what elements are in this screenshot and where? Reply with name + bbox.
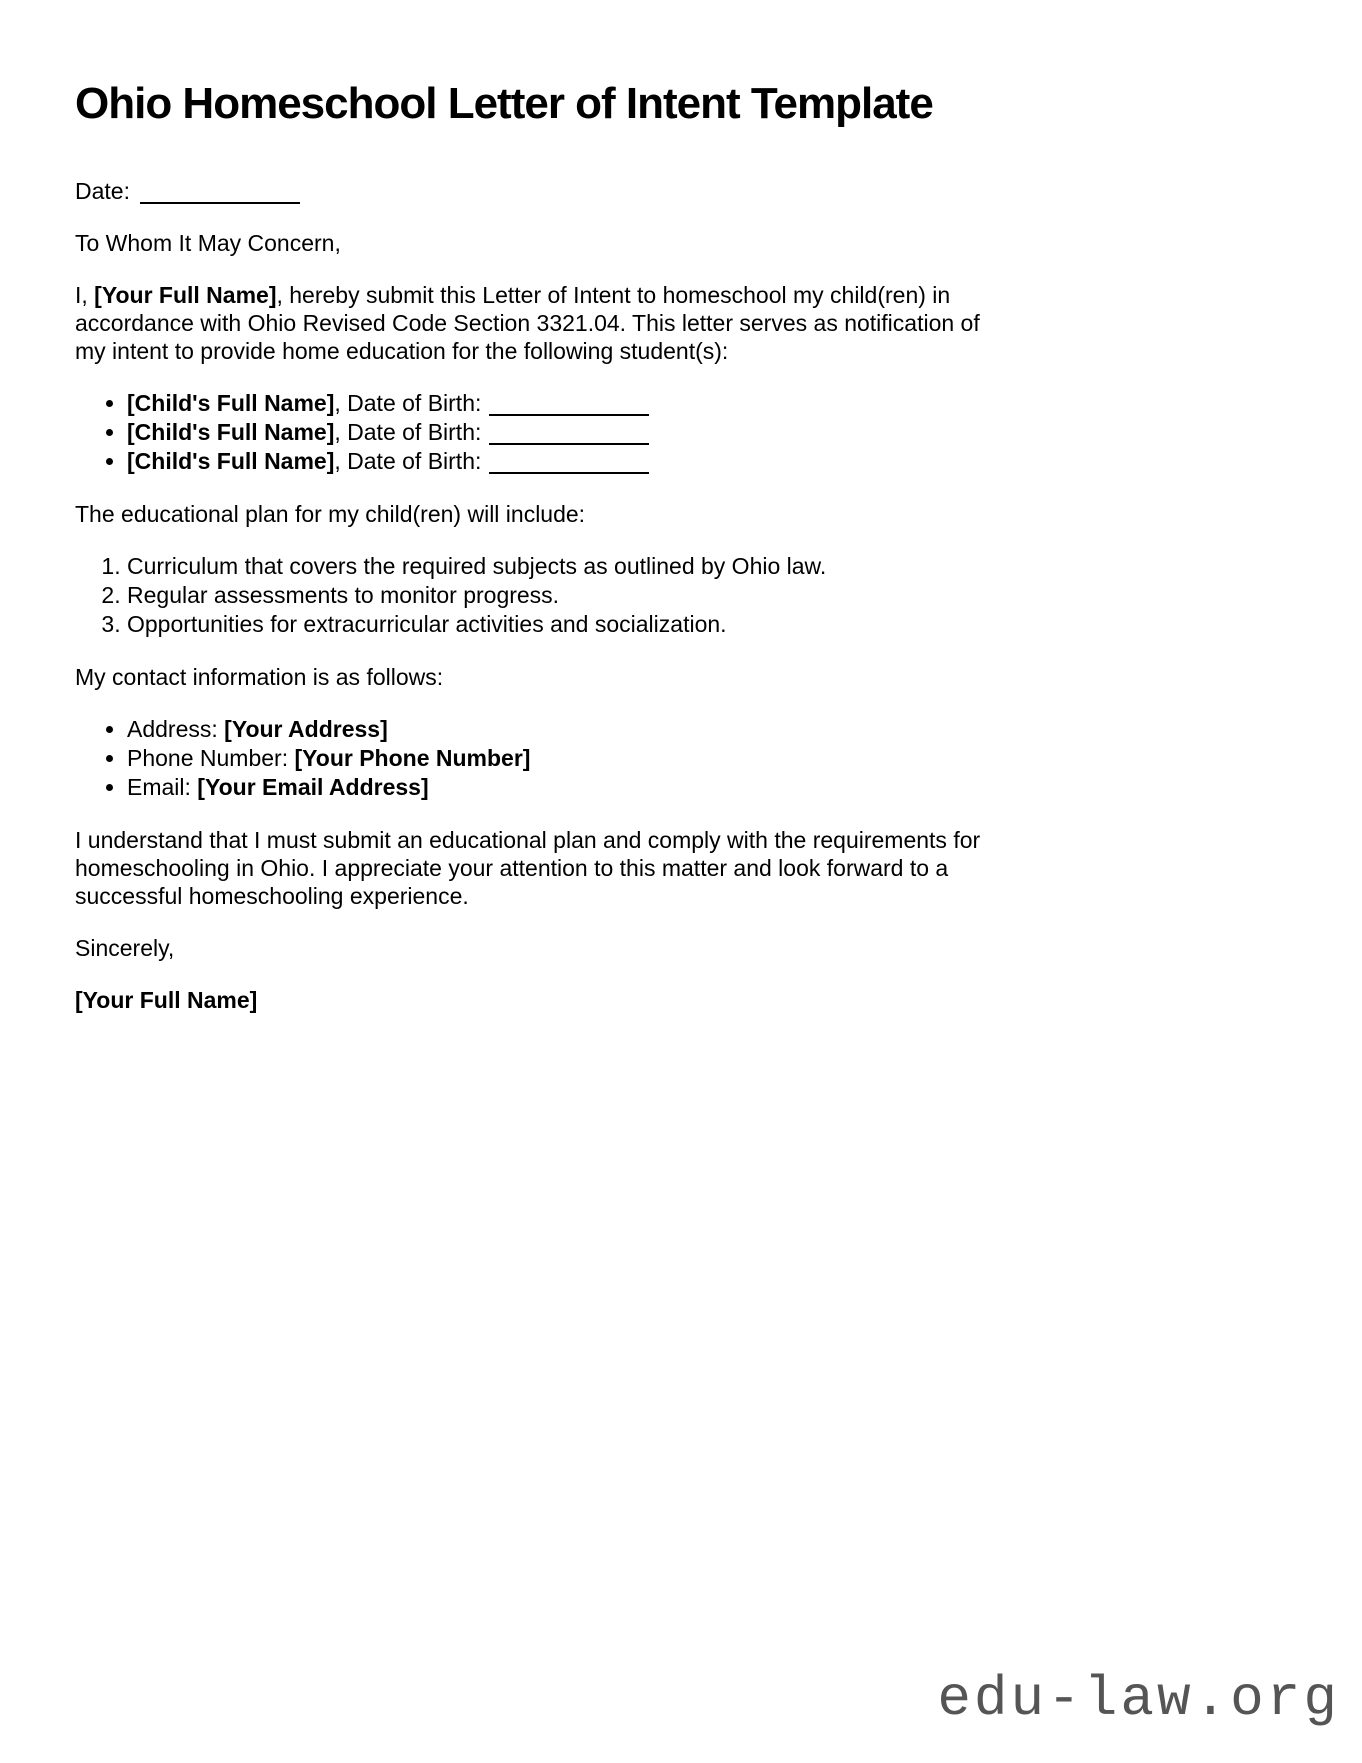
contact-value-placeholder: [Your Phone Number] (294, 745, 531, 771)
closing-line-2: homeschooling in Ohio. I appreciate your attention to this matter and look forward to a (75, 855, 949, 881)
dob-label: , Date of Birth: (334, 419, 482, 445)
contact-value-placeholder: [Your Email Address] (197, 774, 429, 800)
your-full-name-placeholder: [Your Full Name] (94, 282, 277, 308)
dob-label: , Date of Birth: (334, 448, 482, 474)
child-list-item (127, 389, 1155, 418)
signature-name: [Your Full Name] (75, 987, 258, 1013)
child-name-placeholder: [Child's Full Name] (127, 390, 335, 416)
child-list-item (127, 447, 1155, 476)
closing-line-3: successful homeschooling experience. (75, 883, 469, 909)
document-title: Ohio Homeschool Letter of Intent Template (75, 79, 933, 128)
contact-list (75, 715, 1155, 802)
sign-off: Sincerely, (75, 935, 175, 961)
child-list-item (127, 418, 1155, 447)
dob-blank-line (489, 425, 649, 445)
intro-line-3: my intent to provide home education for the following student(s): (75, 338, 729, 364)
intro-paragraph (75, 281, 1155, 365)
salutation: To Whom It May Concern, (75, 230, 341, 256)
dob-label: , Date of Birth: (334, 390, 482, 416)
contact-value-placeholder: [Your Address] (224, 716, 388, 742)
intro-line-2: accordance with Ohio Revised Code Section 3321.04. This letter serves as notification of (75, 310, 980, 336)
plan-item: 2. Regular assessments to monitor progress. (127, 581, 1155, 610)
children-list (75, 389, 1155, 476)
letter-content (75, 75, 1155, 1038)
contact-item-address (127, 715, 1155, 744)
plan-intro: The educational plan for my child(ren) will include: (75, 501, 586, 527)
contact-label: Address: (127, 716, 225, 742)
closing-paragraph (75, 826, 1155, 910)
contact-item-email (127, 773, 1155, 802)
plan-list (75, 552, 1155, 639)
site-watermark: edu-law.org (937, 1667, 1340, 1731)
child-name-placeholder: [Child's Full Name] (127, 419, 335, 445)
date-label: Date: (75, 178, 130, 204)
contact-label: Phone Number: (127, 745, 295, 771)
intro-pre: I, (75, 282, 95, 308)
dob-blank-line (489, 396, 649, 416)
date-blank-line (140, 184, 300, 204)
child-name-placeholder: [Child's Full Name] (127, 448, 335, 474)
contact-label: Email: (127, 774, 198, 800)
intro-line-1-rest: , hereby submit this Letter of Intent to homeschool my child(ren) in (276, 282, 951, 308)
date-line (75, 177, 1155, 205)
plan-item: 3. Opportunities for extracurricular activities and socialization. (127, 610, 1155, 639)
contact-intro: My contact information is as follows: (75, 664, 444, 690)
plan-item: 1. Curriculum that covers the required subjects as outlined by Ohio law. (127, 552, 1155, 581)
dob-blank-line (489, 454, 649, 474)
contact-item-phone (127, 744, 1155, 773)
intro-line-1 (75, 282, 950, 308)
closing-line-1: I understand that I must submit an educational plan and comply with the requirements for (75, 827, 981, 853)
